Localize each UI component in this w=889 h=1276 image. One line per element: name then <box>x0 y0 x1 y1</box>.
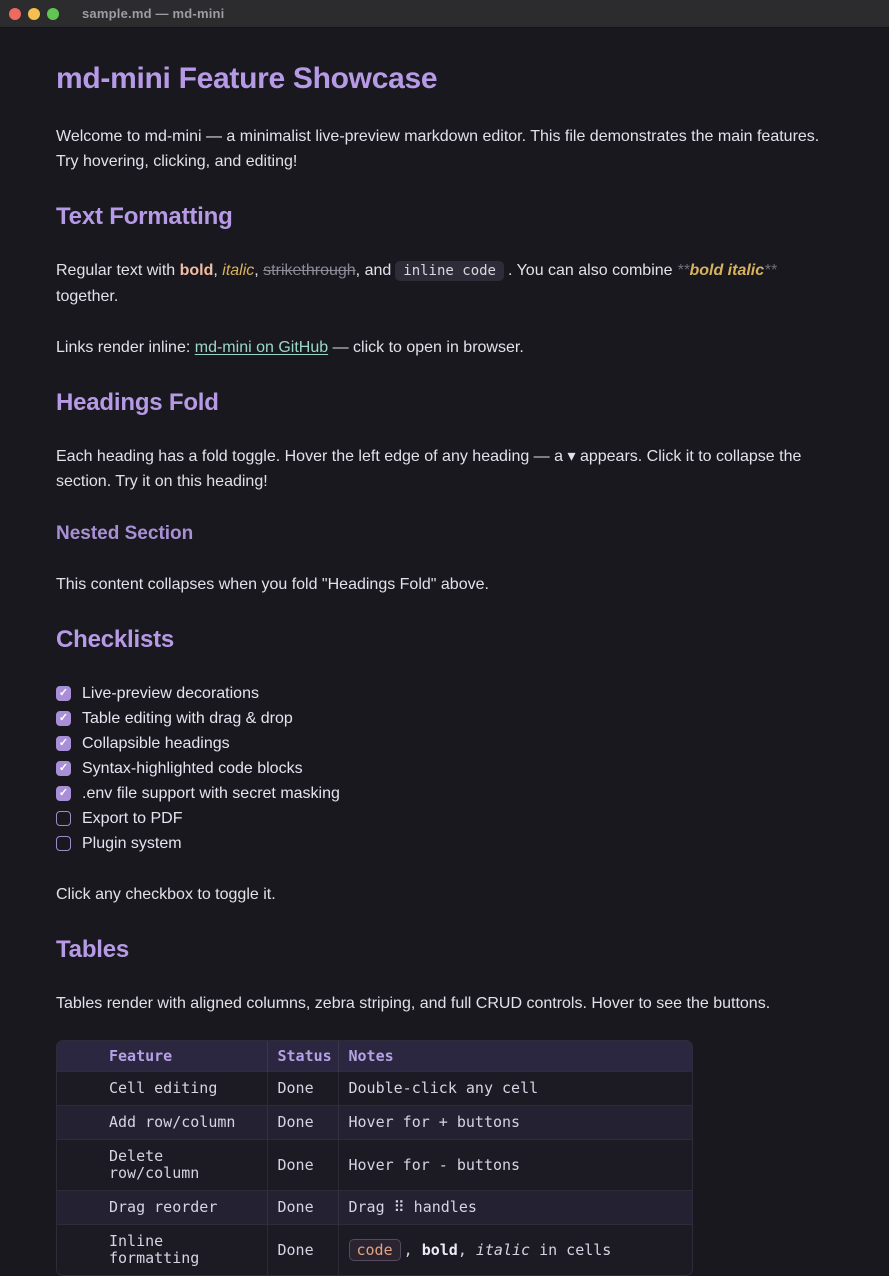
window-title: sample.md — md-mini <box>82 6 225 21</box>
column-header-notes[interactable]: Notes <box>338 1041 692 1072</box>
cell-status[interactable]: Done <box>267 1225 338 1276</box>
checklist-label: Export to PDF <box>82 809 183 827</box>
plain-text: , <box>457 1240 476 1259</box>
plain-text: together. <box>56 288 119 305</box>
table-header-row <box>57 1041 692 1072</box>
cell-notes[interactable]: Drag ⠿ handles <box>338 1191 692 1225</box>
column-header-feature[interactable]: Feature <box>57 1041 267 1072</box>
checkbox-icon[interactable] <box>56 836 71 851</box>
close-button-icon[interactable] <box>9 8 21 20</box>
cell-notes[interactable] <box>338 1225 692 1276</box>
plain-text: in cells <box>530 1240 612 1259</box>
heading-tables: Tables <box>56 936 130 963</box>
checklist-item <box>56 706 841 731</box>
plain-text: . You can also combine <box>507 262 677 279</box>
checkbox-icon[interactable] <box>56 711 71 726</box>
cell-status[interactable]: Done <box>267 1072 338 1106</box>
cell-status[interactable]: Done <box>267 1191 338 1225</box>
cell-status[interactable]: Done <box>267 1106 338 1140</box>
md-syntax-marker: ** <box>677 262 690 279</box>
github-link[interactable]: md-mini on GitHub <box>194 339 329 356</box>
inline-code: code <box>349 1239 401 1261</box>
checklist-label: Syntax-highlighted code blocks <box>82 759 303 777</box>
headings-fold-paragraph: Each heading has a fold toggle. Hover the left edge of any heading — a ▾ appears. Click it to collapse the section. Try it on this heading! <box>56 448 802 490</box>
checklist-label: Table editing with drag & drop <box>82 709 293 727</box>
plain-text: , and <box>355 262 392 279</box>
checklist <box>56 681 841 856</box>
inline-code: inline code <box>395 261 504 281</box>
table-row <box>57 1140 692 1191</box>
text-formatting-paragraph <box>56 258 841 309</box>
plain-text: — click to open in browser. <box>328 339 524 356</box>
checkbox-icon[interactable] <box>56 736 71 751</box>
markdown-preview <box>0 62 889 1276</box>
plain-text: Links render inline: <box>56 339 195 356</box>
heading-headings-fold: Headings Fold <box>56 389 219 416</box>
plain-text: Regular text with <box>56 262 180 279</box>
checkbox-icon[interactable] <box>56 786 71 801</box>
heading-text-formatting: Text Formatting <box>56 203 233 230</box>
checklist-item <box>56 781 841 806</box>
bold-text: bold <box>421 1240 458 1259</box>
cell-status[interactable]: Done <box>267 1140 338 1191</box>
checkbox-icon[interactable] <box>56 761 71 776</box>
cell-feature[interactable]: Delete row/column <box>109 1147 200 1182</box>
intro-paragraph: Welcome to md-mini — a minimalist live-preview markdown editor. This file demonstrates the main features. Try hovering, clicking, and editing! <box>56 128 820 170</box>
checklist-item <box>56 831 841 856</box>
cell-feature[interactable]: Drag reorder <box>109 1198 218 1216</box>
column-header-status[interactable]: Status <box>267 1041 338 1072</box>
nested-section-paragraph: This content collapses when you fold "Headings Fold" above. <box>56 576 489 593</box>
plain-text: , <box>254 262 264 279</box>
table-row <box>57 1225 692 1276</box>
italic-text: italic <box>222 262 255 279</box>
checklist-item <box>56 731 841 756</box>
checklist-hint: Click any checkbox to toggle it. <box>56 886 276 903</box>
checklist-label: .env file support with secret masking <box>82 784 340 802</box>
bold-italic-text: bold italic <box>689 262 765 279</box>
bold-text: bold <box>179 262 214 279</box>
window-titlebar <box>0 0 889 28</box>
plain-text: , <box>213 262 223 279</box>
heading-nested-section: Nested Section <box>56 523 194 544</box>
checklist-label: Live-preview decorations <box>82 684 259 702</box>
cell-feature[interactable]: Cell editing <box>109 1079 218 1097</box>
heading-checklists: Checklists <box>56 626 175 653</box>
md-syntax-marker: ** <box>764 262 777 279</box>
page-title: md-mini Feature Showcase <box>56 62 438 95</box>
strikethrough-text: strikethrough <box>263 262 356 279</box>
plain-text: , <box>403 1240 422 1259</box>
cell-notes[interactable]: Double-click any cell <box>338 1072 692 1106</box>
table-row <box>57 1106 692 1140</box>
checklist-label: Collapsible headings <box>82 734 230 752</box>
italic-text: italic <box>475 1240 531 1259</box>
checklist-item <box>56 756 841 781</box>
zoom-button-icon[interactable] <box>47 8 59 20</box>
feature-table <box>56 1040 693 1276</box>
checkbox-icon[interactable] <box>56 686 71 701</box>
cell-feature[interactable]: Add row/column <box>109 1113 236 1131</box>
cell-notes[interactable]: Hover for - buttons <box>338 1140 692 1191</box>
checklist-item <box>56 681 841 706</box>
cell-notes[interactable]: Hover for + buttons <box>338 1106 692 1140</box>
cell-feature[interactable]: Inline formatting <box>109 1232 200 1267</box>
checkbox-icon[interactable] <box>56 811 71 826</box>
table-row <box>57 1191 692 1225</box>
links-paragraph <box>56 335 841 360</box>
tables-paragraph: Tables render with aligned columns, zebra striping, and full CRUD controls. Hover to see the buttons. <box>56 995 771 1012</box>
minimize-button-icon[interactable] <box>28 8 40 20</box>
traffic-lights <box>9 8 59 20</box>
checklist-label: Plugin system <box>82 834 182 852</box>
table-row <box>57 1072 692 1106</box>
checklist-item <box>56 806 841 831</box>
